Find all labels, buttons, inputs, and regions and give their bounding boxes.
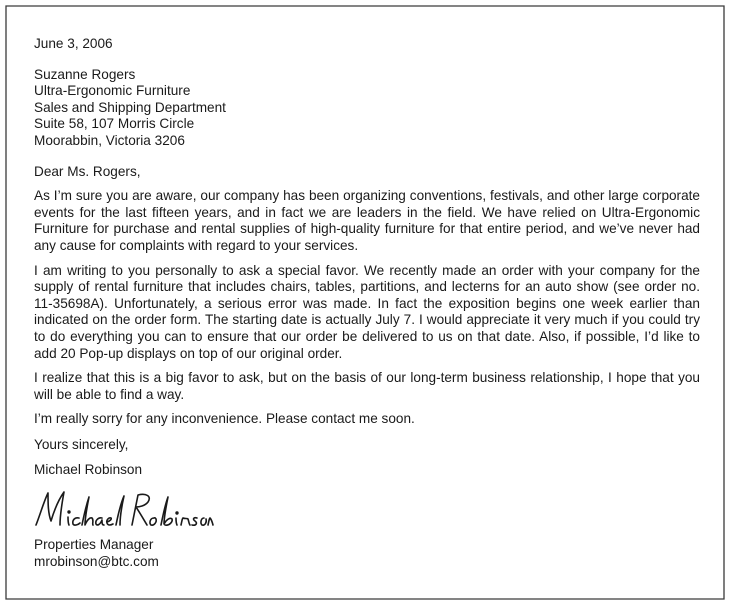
paragraph-2: I am writing to you personally to ask a special favor. We recently made an order with your company for the supply of rental furniture that includes chairs, tables, partitions, and lecterns for an auto show (see order no. 11-35698A). Unfortunately, a serious error was made. In fact the exposition begins one week earlier than indicated on the order form. The starting date is actually July 7. I would appreciate it very much if you could try to do everything you can to ensure that our order be delivered to us on that date. Also, if possible, I’d like to add 20 Pop-up displays on top of our original order. xyxy=(34,262,700,361)
recipient-department: Sales and Shipping Department xyxy=(34,99,226,115)
recipient-address xyxy=(34,67,700,150)
sender-title: Properties Manager xyxy=(34,537,154,553)
recipient-company: Ultra-Ergonomic Furniture xyxy=(34,83,191,99)
sender-name: Michael Robinson xyxy=(34,462,143,478)
handwritten-signature xyxy=(34,487,700,531)
recipient-city: Moorabbin, Victoria 3206 xyxy=(34,132,185,148)
salutation: Dear Ms. Rogers, xyxy=(34,163,141,179)
sender-email: mrobinson@btc.com xyxy=(34,553,159,569)
paragraph-4: I’m really sorry for any inconvenience. Please contact me soon. xyxy=(34,411,415,427)
closing: Yours sincerely, xyxy=(34,436,129,452)
paragraph-1: As I’m sure you are aware, our company has been organizing conventions, festivals, and other large corporate events for the last fifteen years, and in fact we are leaders in the field. We have relied on Ultra-Ergonomic Furniture for purchase and rental supplies of high-quality furniture for that entire period, and we’ve never had any cause for complaints with regard to your services. xyxy=(34,188,700,253)
recipient-street: Suite 58, 107 Morris Circle xyxy=(34,116,195,132)
recipient-name: Suzanne Rogers xyxy=(34,66,136,82)
letter-date: June 3, 2006 xyxy=(34,36,113,51)
paragraph-3: I realize that this is a big favor to ask, but on the basis of our long-term business relationship, I hope that you will be able to find a way. xyxy=(34,370,700,402)
letter-body xyxy=(34,36,700,570)
